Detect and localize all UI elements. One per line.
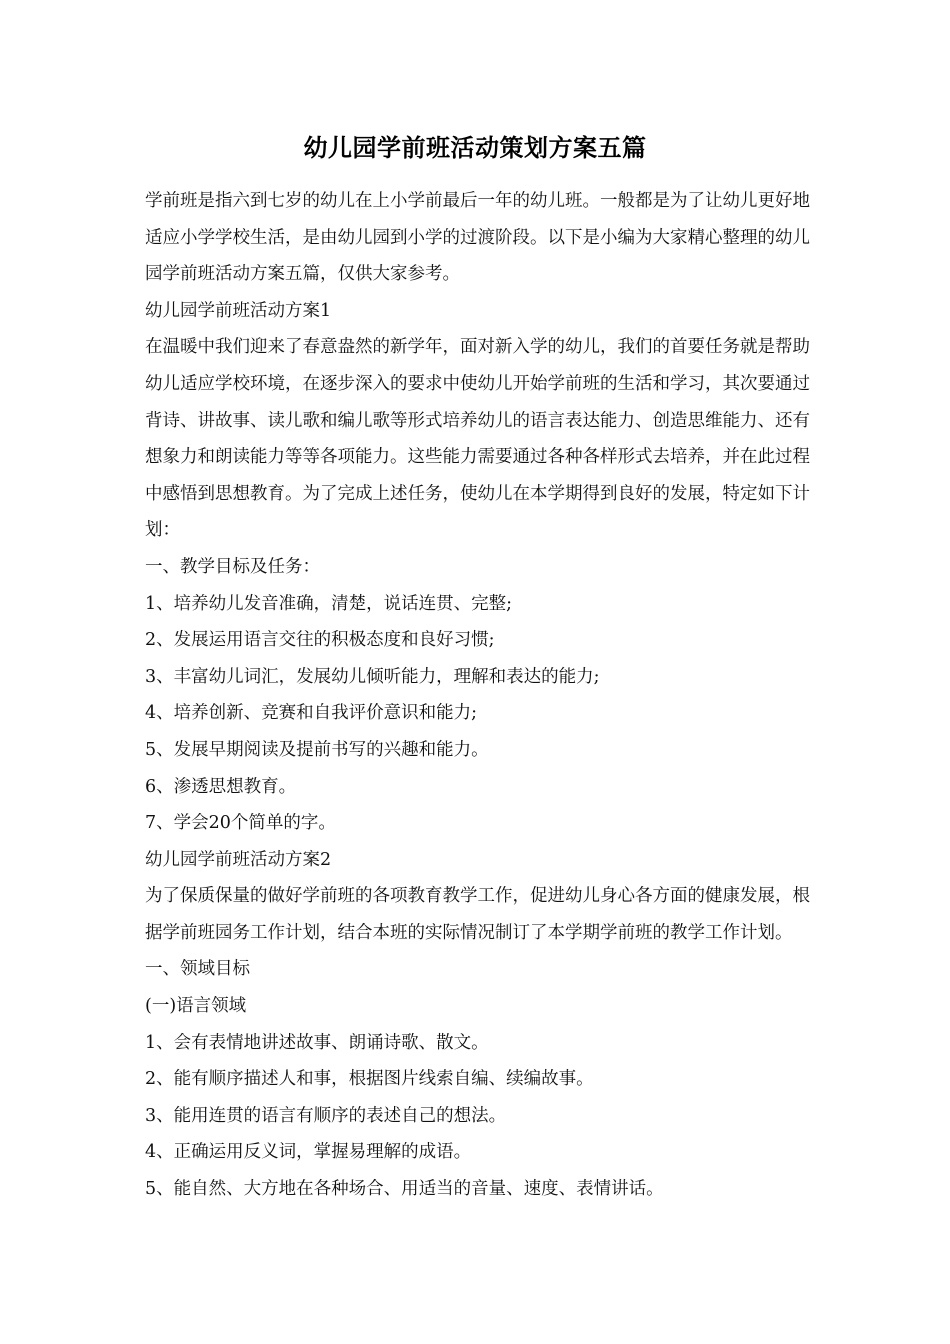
plan1-list-item: 5、发展早期阅读及提前书写的兴趣和能力。 (145, 739, 489, 760)
plan2-list-item: 3、能用连贯的语言有顺序的表述自己的想法。 (145, 1105, 507, 1126)
plan2-list-item: 5、能自然、大方地在各种场合、用适当的音量、速度、表情讲话。 (145, 1179, 664, 1200)
plan1-list-item: 2、发展运用语言交往的积极态度和良好习惯; (145, 630, 495, 651)
plan2-section-heading: 一、领域目标 (145, 959, 250, 980)
plan2-list-item: 2、能有顺序描述人和事，根据图片线索自编、续编故事。 (145, 1069, 594, 1090)
plan1-section-heading: 一、教学目标及任务： (145, 556, 320, 577)
document-body (145, 183, 810, 1208)
plan1-list-item: 6、渗透思想教育。 (145, 776, 297, 797)
plan2-list-item: 4、正确运用反义词，掌握易理解的成语。 (145, 1142, 472, 1163)
plan2-paragraph: 为了保质保量的做好学前班的各项教育教学工作，促进幼儿身心各方面的健康发展，根据学前班园务工作计划，结合本班的实际情况制订了本学期学前班的教学工作计划。 (145, 886, 810, 943)
plan2-list-item: 1、会有表情地讲述故事、朗诵诗歌、散文。 (145, 1032, 489, 1053)
plan1-list-item: 3、丰富幼儿词汇，发展幼儿倾听能力，理解和表达的能力; (145, 666, 600, 687)
plan2-heading: 幼儿园学前班活动方案2 (145, 849, 332, 870)
plan1-paragraph: 在温暖中我们迎来了春意盎然的新学年，面对新入学的幼儿，我们的首要任务就是帮助幼儿适应学校环境，在逐步深入的要求中使幼儿开始学前班的生活和学习，其次要通过背诗、讲故事、读儿歌和编儿歌等形式培养幼儿的语言表达能力、创造思维能力、还有想象力和朗读能力等等各项能力。这些能力需要通过各种各样形式去培养，并在此过程中感悟到思想教育。为了完成上述任务，使幼儿在本学期得到良好的发展，特定如下计划： (145, 337, 810, 541)
plan2-subsection-heading: (一)语言领域 (145, 996, 247, 1017)
document-title: 幼儿园学前班活动策划方案五篇 (303, 133, 647, 162)
plan1-list-item: 7、学会20个简单的字。 (145, 813, 336, 834)
plan1-list-item: 1、培养幼儿发音准确，清楚，说话连贯、完整; (145, 593, 513, 614)
plan1-list-item: 4、培养创新、竞赛和自我评价意识和能力; (145, 703, 478, 724)
intro-paragraph: 学前班是指六到七岁的幼儿在上小学前最后一年的幼儿班。一般都是为了让幼儿更好地适应小学学校生活，是由幼儿园到小学的过渡阶段。以下是小编为大家精心整理的幼儿园学前班活动方案五篇，仅供大家参考。 (145, 191, 810, 285)
plan1-heading: 幼儿园学前班活动方案1 (145, 300, 332, 321)
